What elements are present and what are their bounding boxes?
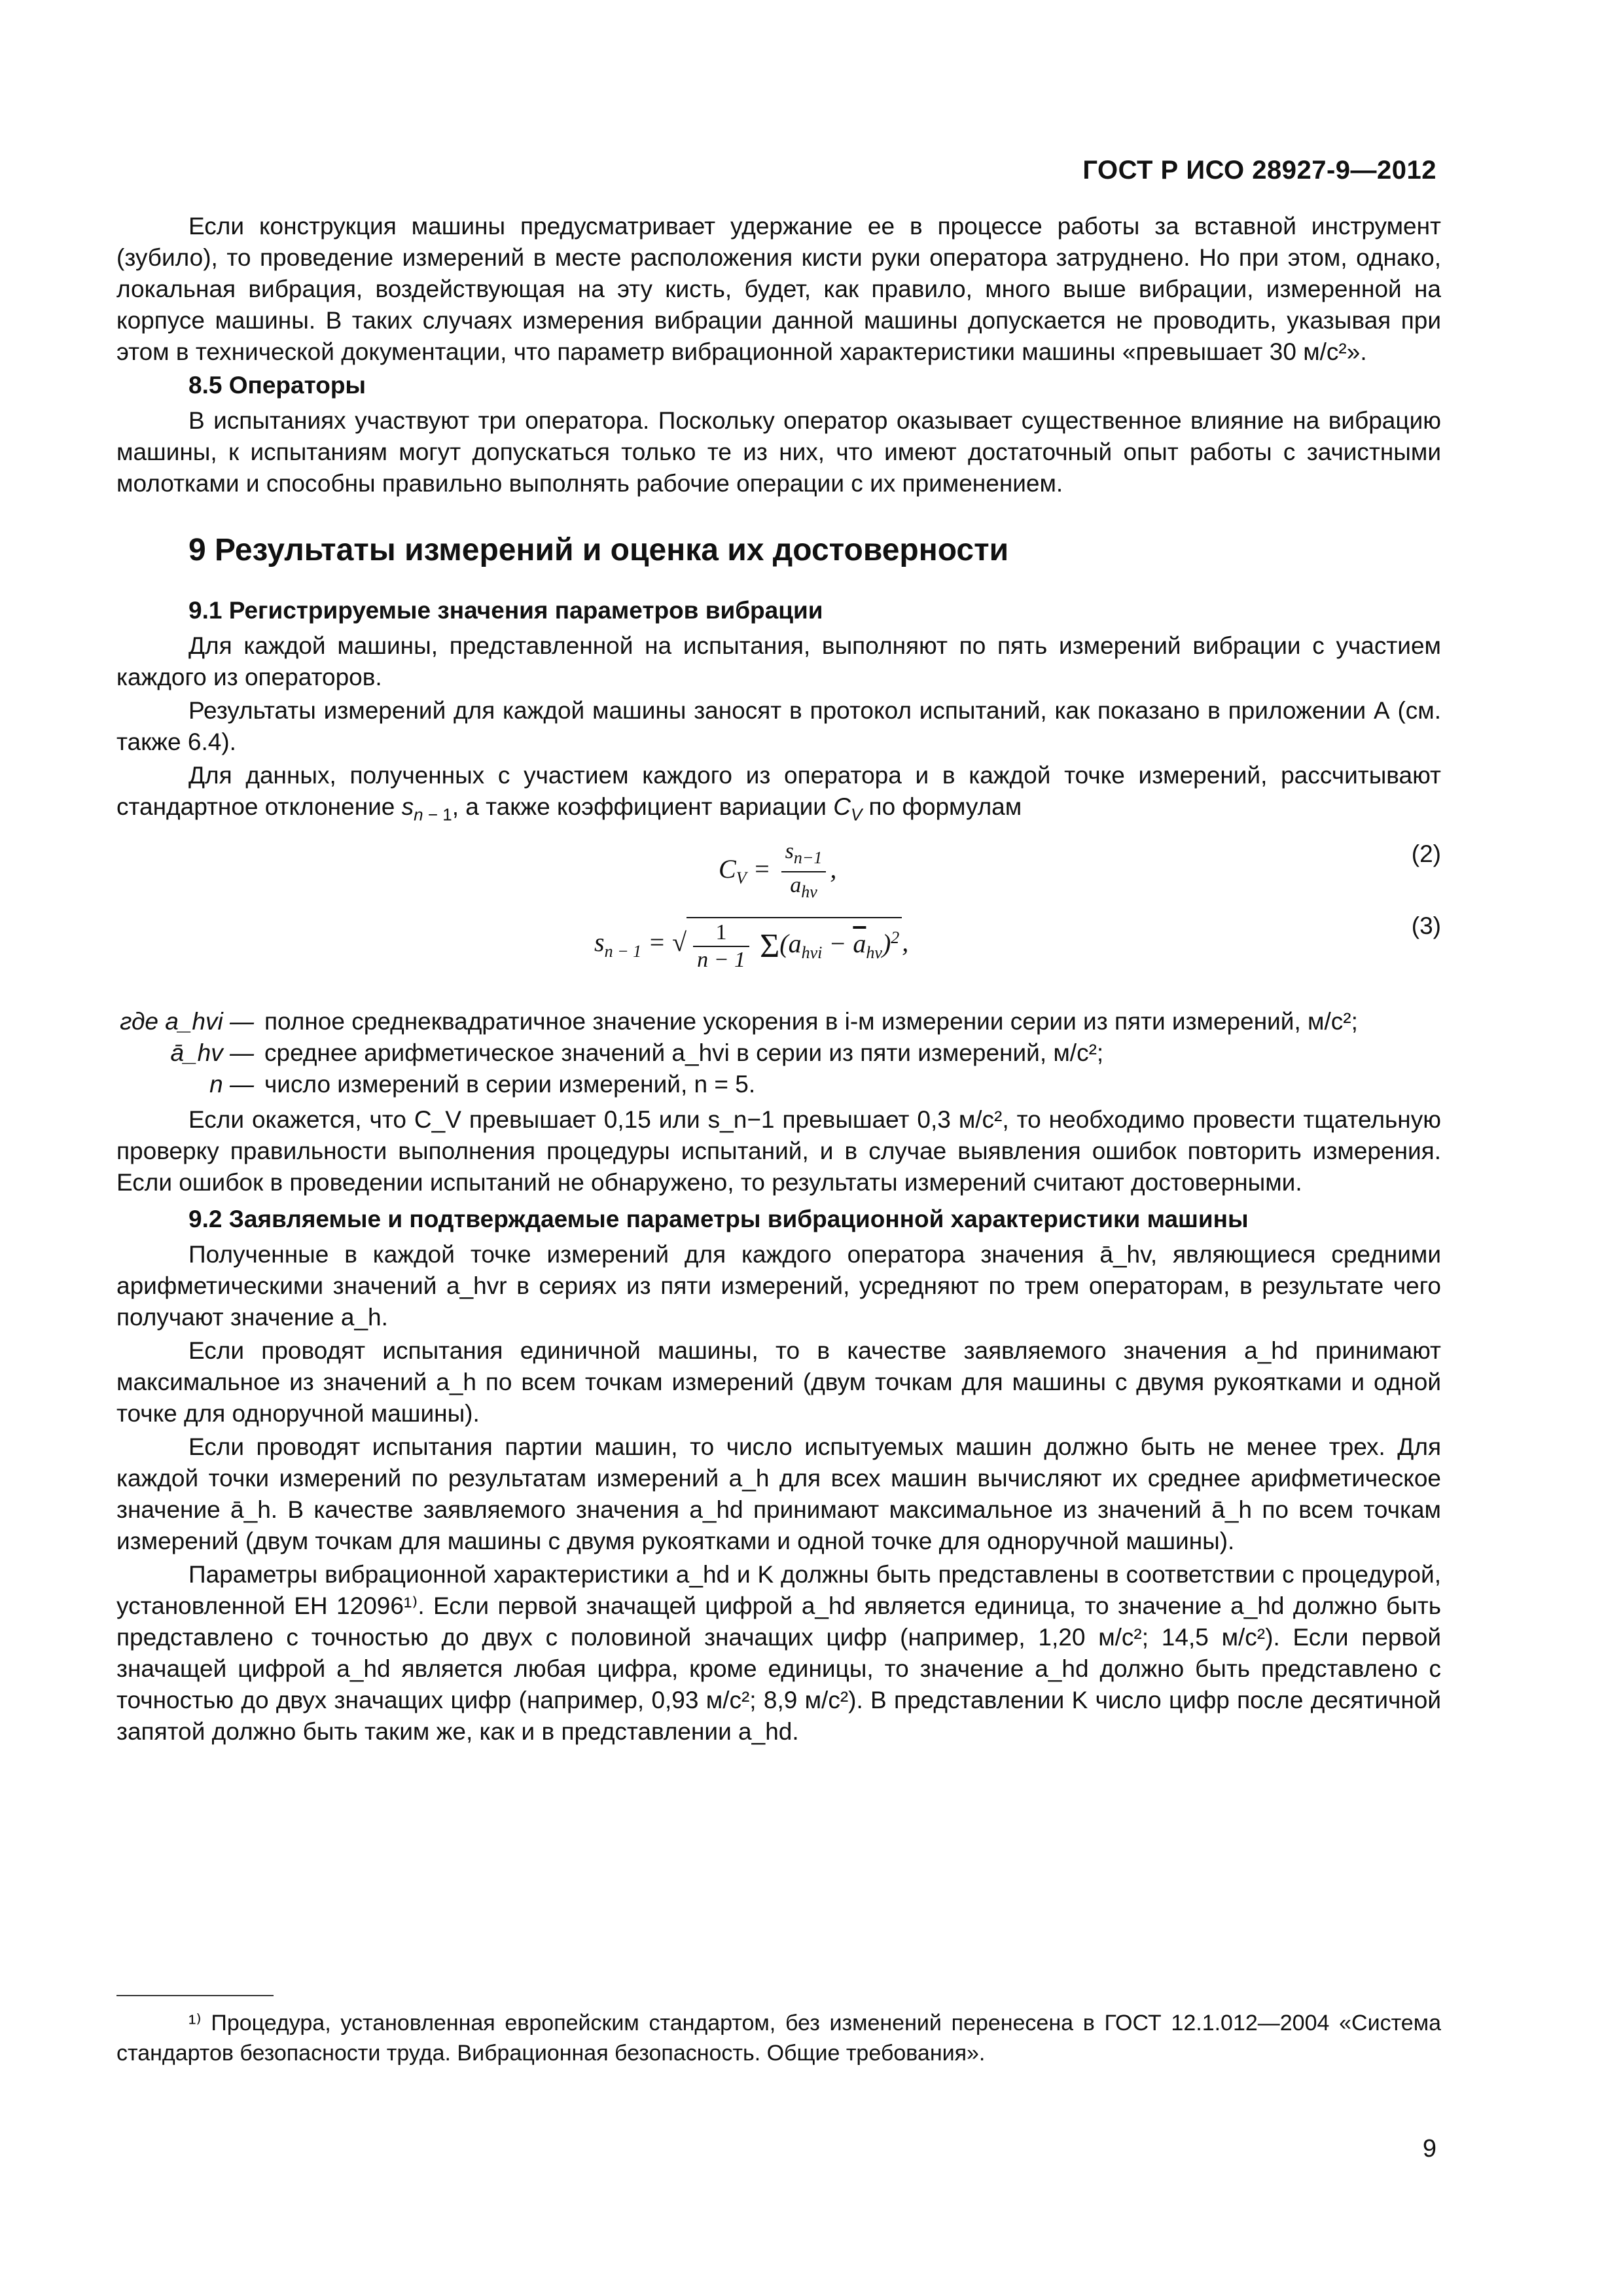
section-8-5-text: В испытаниях участвуют три оператора. Поскольку оператор оказывает существенное влияние на вибрацию машины, к испытаниям могут допускаться только те из них, что имеют достаточный опыт работы с зачистными молотками и способны правильно выполнять рабочие операции с их применением. — [116, 407, 1441, 497]
definition-row — [116, 1037, 1441, 1069]
footnote-separator — [116, 1995, 274, 1996]
section-9-1-paragraph-2: Результаты измерений для каждой машины заносят в протокол испытаний, как показано в приложении А (см. также 6.4). — [116, 697, 1441, 755]
page-content — [116, 211, 1441, 1749]
definition-row — [116, 1006, 1441, 1037]
definitions-list — [116, 1006, 1441, 1100]
section-9-1-paragraph-4: Если окажется, что C_V превышает 0,15 или s_n−1 превышает 0,3 м/с², то необходимо провести тщательную проверку правильности выполнения процедуры испытаний, и в случае выявления ошибок повторить измерения. Если ошибок в проведении испытаний не обнаружено, то результаты измерений считают достоверными. — [116, 1106, 1441, 1196]
formula-3 — [116, 904, 1441, 1002]
formula-2-expression: $C_V$ = $\frac{s_{n-1}}{a_{hv}}$ , — [719, 839, 837, 901]
section-9-1-title: 9.1 Регистрируемые значения параметров вибрации — [188, 597, 823, 624]
document-header: ГОСТ Р ИСО 28927-9—2012 — [1082, 156, 1436, 185]
formula-2-number: (2) — [1411, 840, 1441, 868]
definition-row — [116, 1069, 1441, 1100]
section-9-2-paragraph-2: Если проводят испытания единичной машины, то в качестве заявляемого значения a_hd принимают максимальное из значений a_h по всем точкам измерений (двум точкам для машины с двумя рукоятками и одной точке для одноручной машины). — [116, 1337, 1441, 1427]
section-9-2-paragraph-1: Полученные в каждой точке измерений для каждого оператора значения ā_hv, являющиеся средними арифметическими значений a_hvr в сериях из пяти измерений, усредняют по трем операторам, в результате чего получают значение a_h. — [116, 1241, 1441, 1331]
section-9-2-paragraph-4: Параметры вибрационной характеристики a_hd и K должны быть представлены в соответствии с процедурой, установленной ЕН 12096¹⁾. Если первой значащей цифрой a_hd является единица, то значение a_hd должно быть представлено с точностью до двух с половиной значащих цифр (например, 1,20 м/с²; 14,5 м/с²). Если первой значащей цифрой a_hd является любая цифра, кроме единицы, то значение a_hd должно быть представлено с точностью до двух значащих цифр (например, 0,93 м/с²; 8,9 м/с²). В представлении K число цифр после десятичной запятой должно быть таким же, как и в представлении a_hd. — [116, 1561, 1441, 1746]
section-9-1-paragraph-1: Для каждой машины, представленной на испытания, выполняют по пять измерений вибрации с участием каждого из операторов. — [116, 632, 1441, 691]
formula-3-expression: $s_{n - 1}$ = √ $\frac{1}{n - 1}$ $\Sigma(a_{hvi} - \overline{a}_{hv})^2$ , — [594, 917, 908, 973]
section-8-5-title: 8.5 Операторы — [188, 372, 366, 399]
page-number: 9 — [1422, 2135, 1436, 2162]
section-9-title: 9 Результаты измерений и оценка их достоверности — [188, 533, 1009, 567]
intro-paragraph: Если конструкция машины предусматривает удержание ее в процессе работы за вставной инструмент (зубило), то проведение измерений в месте расположения кисти руки оператора затруднено. Но при этом, однако, локальная вибрация, воздействующая на эту кисть, будет, как правило, много выше вибрации, измеренной на корпусе машины. В таких случаях измерения вибрации данной машины допускается не проводить, указывая при этом в технической документации, что параметр вибрационной характеристики машины «превышает 30 м/с²». — [116, 213, 1441, 365]
definition-text: среднее арифметическое значений a_hvi в серии из пяти измерений, м/с²; — [264, 1039, 1104, 1067]
definition-term: n — — [209, 1071, 254, 1098]
definition-term: ā_hv — — [170, 1039, 254, 1067]
section-9-1-paragraph-3: Для данных, полученных с участием каждого из оператора и в каждой точке измерений, рассчитывают стандартное отклонение $s_{n - 1}$, а также коэффициент вариации $C_V$ по формулам — [116, 762, 1441, 825]
definition-text: число измерений в серии измерений, n = 5. — [264, 1071, 756, 1098]
definition-text: полное среднеквадратичное значение ускорения в i-м измерении серии из пяти измерений, м/с²; — [264, 1008, 1358, 1035]
definition-term: где a_hvi — — [120, 1008, 254, 1035]
footnote: ¹⁾ Процедура, установленная европейским стандартом, без изменений перенесена в ГОСТ 12.1.012—2004 «Система стандартов безопасности труда. Вибрационная безопасность. Общие требования». — [116, 2011, 1441, 2066]
formula-2 — [116, 832, 1441, 904]
section-9-2-title: 9.2 Заявляемые и подтверждаемые параметры вибрационной характеристики машины — [188, 1206, 1249, 1233]
section-9-2-paragraph-3: Если проводят испытания партии машин, то число испытуемых машин должно быть не менее трех. Для каждой точки измерений по результатам измерений a_h для всех машин вычисляют их среднее арифметическое значение ā_h. В качестве заявляемого значения a_hd принимают максимальное из значений ā_h по всем точкам измерений (двум точкам для машины с двумя рукоятками и одной точке для одноручной машины). — [116, 1433, 1441, 1555]
formula-3-number: (3) — [1411, 912, 1441, 940]
